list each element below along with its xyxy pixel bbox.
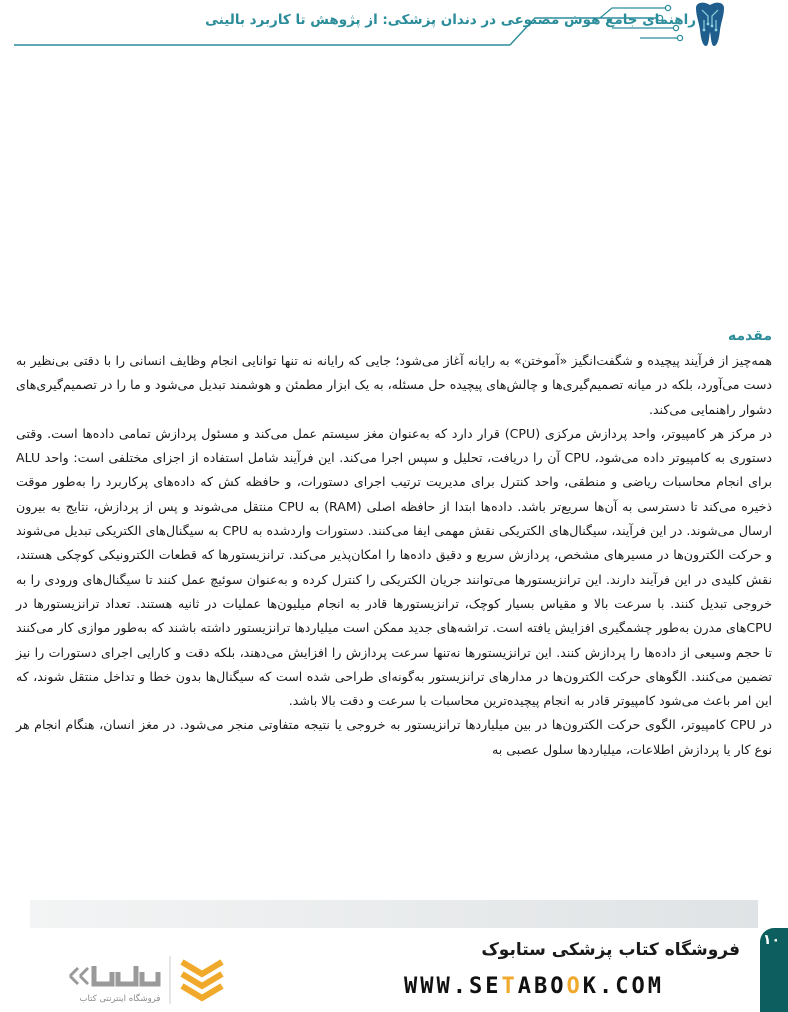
url-part: ABO [517,974,567,999]
brand-subtitle: فروشگاه اینترنتی کتاب [79,994,161,1004]
url-accent-letter: O [566,974,583,999]
tooth-circuit-icon [690,0,730,48]
paragraph: همه‌چیز از فرآیند پیچیده و شگفت‌انگیز «آموختن» به رایانه آغاز می‌شود؛ جایی که رایانه نه تنها توانایی انجام وظایف انسانی را با دقتی بی‌نظیر به دست می‌آورد، بلکه در میانه تصمیم‌گیری‌ها و چالش‌های پیچیده حل مسئله، به یک ابزار مطمئن و هوشمند تبدیل می‌شود و ما را در تصمیم‌گیری‌های دشوار راهنمایی می‌کند. [16,353,772,417]
paragraph: در CPU کامپیوتر، الگوی حرکت الکترون‌ها در بین میلیاردها ترانزیستور به خروجی یا نتیجه متفاوتی منجر می‌شود. در مغز انسان، هنگام انجام هر نوع کار یا پردازش اطلاعات، میلیاردها سلول عصبی به [16,717,772,757]
url-part: WWW.SE [404,974,502,999]
page-number: ۱۰ [762,932,780,948]
section-heading: مقدمه [728,328,772,344]
page-header [0,0,788,60]
footer-overlay-band [30,900,758,928]
url-accent-letter: T [501,974,518,999]
paragraph: در مرکز هر کامپیوتر، واحد پردازش مرکزی (CPU) قرار دارد که به‌عنوان مغز سیستم عمل می‌کند و مسئول پردازش تمامی داده‌ها است. وقتی دستوری به کامپیوتر داده می‌شود، CPU آن را دریافت، تحلیل و سپس اجرا می‌کند. این فرآیند شامل استفاده از اجزای مختلفی است: واحد ALU برای انجام محاسبات ریاضی و منطقی، واحد کنترل برای مدیریت ترتیب اجرای دستورات، و حافظه کش که داده‌های پرکاربرد را به‌طور موقت ذخیره می‌کند تا دسترسی به آن‌ها سریع‌تر باشد. داده‌ها ابتدا از حافظه اصلی (RAM) به CPU منتقل می‌شوند و پس از پردازش، نتایج به بیرون ارسال می‌شوند. در این فرآیند، سیگنال‌های الکتریکی نقش مهمی ایفا می‌کنند. دستورات واردشده به CPU به سیگنال‌های الکتریکی تبدیل می‌شوند و حرکت الکترون‌ها در مسیرهای مشخص، پردازش سریع و دقیق داده‌ها را امکان‌پذیر می‌کند. ترانزیستورها که قطعات الکترونیکی کوچکی هستند، نقش کلیدی در این فرآیند دارند. این ترانزیستورها می‌توانند جریان الکتریکی را کنترل کرده و به‌عنوان سوئیچ عمل کنند تا سیگنال‌های ورودی را به خروجی تبدیل کنند. با سرعت بالا و مقیاس بسیار کوچک، ترانزیستورها قادر به انجام میلیون‌ها عملیات در ثانیه هستند. تعداد ترانزیستورها در CPUهای مدرن به‌طور چشمگیری افزایش یافته است. تراشه‌های جدید ممکن است میلیاردها ترانزیستور داشته باشند که به‌طور موازی کار می‌کنند تا حجم وسیعی از داده‌ها را پردازش کنند. این ترانزیستورها نه‌تنها سرعت پردازش را افزایش می‌دهند، بلکه دقت و کارایی اجرای دستورات را نیز تضمین می‌کنند. الگوهای حرکت الکترون‌ها در مدارهای ترانزیستور به‌گونه‌ای طراحی شده است که سیگنال‌ها بدون خطا و تداخل منتقل شوند، که این امر باعث می‌شود کامپیوتر قادر به انجام پیچیده‌ترین محاسبات با سرعت و دقت بالا باشد. [16,425,773,709]
header-circuit-decoration [0,0,788,60]
shop-url-link[interactable] [404,974,744,999]
main-content [16,325,772,762]
shop-title: فروشگاه کتاب پزشکی ستابوک [481,940,740,960]
url-part: K.COM [582,974,664,999]
running-header-title: راهنمای جامع هوش مصنوعی در دندان پزشکی: از پژوهش تا کاربرد بالینی [205,12,696,28]
